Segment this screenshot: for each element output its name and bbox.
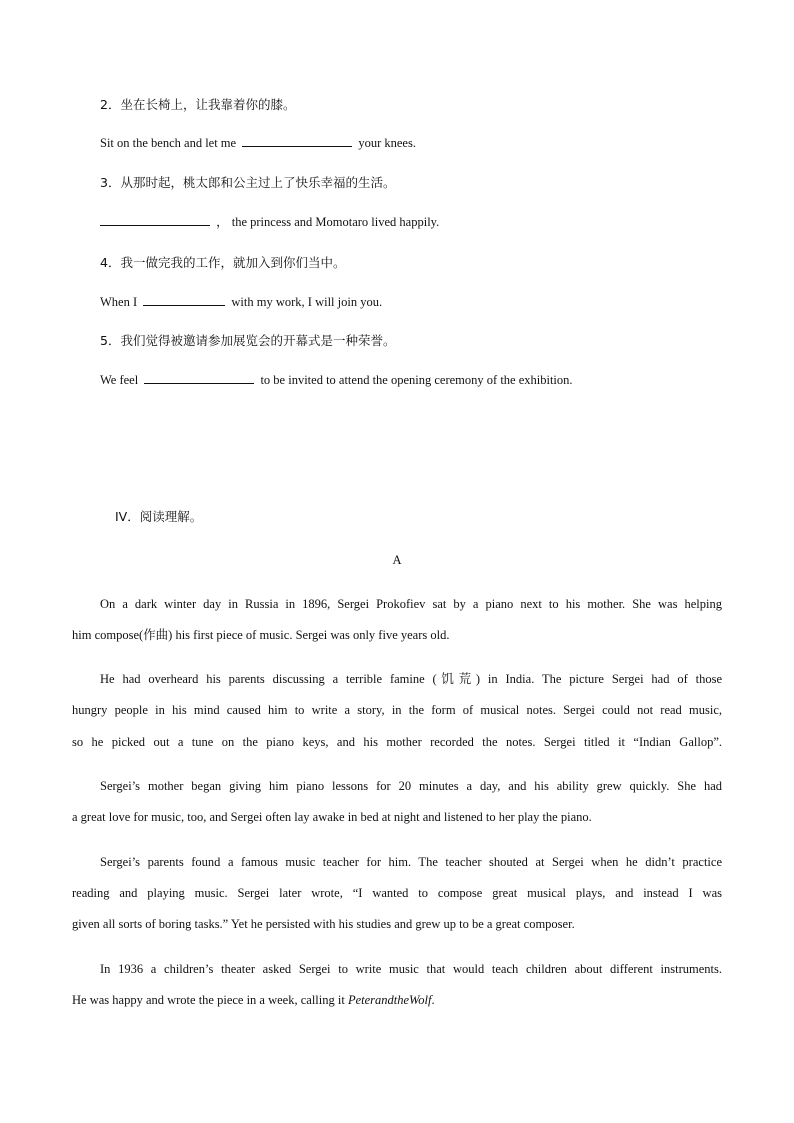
item-2-blank[interactable]: [242, 135, 352, 147]
passage-p5-text: He was happy and wrote the piece in a week, calling it: [72, 993, 345, 1007]
item-4-after: with my work, I will join you.: [231, 295, 383, 309]
item-3-blank[interactable]: [100, 214, 210, 226]
item-2-chinese: 2．坐在长椅上，让我靠着你的膝。: [100, 97, 296, 112]
passage-p2-line-2: hungry people in his mind caused him to write a story, in the form of musical notes. Sergei could not read music,: [72, 703, 722, 717]
passage-p3-line-1: Sergei’s mother began giving him piano lessons for 20 minutes a day, and his ability grew quickly. She had: [100, 779, 722, 793]
passage-p1-line-1: On a dark winter day in Russia in 1896, Sergei Prokofiev sat by a piano next to his mother. She was helping: [100, 597, 722, 611]
item-3-english: [100, 214, 439, 230]
item-5-chinese: 5．我们觉得被邀请参加展览会的开幕式是一种荣誉。: [100, 333, 396, 348]
passage-p5-line-1: In 1936 a children’s theater asked Sergei to write music that would teach children about different instruments.: [100, 962, 722, 976]
item-2-english: [100, 135, 416, 151]
item-2-after: your knees.: [358, 136, 416, 150]
item-2-before: Sit on the bench and let me: [100, 136, 237, 150]
item-4-blank[interactable]: [143, 294, 225, 306]
item-3-chinese: 3．从那时起，桃太郎和公主过上了快乐幸福的生活。: [100, 175, 396, 190]
item-3-after: ， the princess and Momotaro lived happily.: [216, 215, 440, 229]
passage-p4-line-2: reading and playing music. Sergei later wrote, “I wanted to compose great musical plays, and instead I was: [72, 886, 722, 900]
item-4-before: When I: [100, 295, 138, 309]
passage-p2-line-1: He had overheard his parents discussing a terrible famine (饥荒) in India. The picture Sergei had of those: [100, 672, 722, 686]
item-5-blank[interactable]: [144, 372, 254, 384]
passage-p2-line-3: so he picked out a tune on the piano keys, and his mother recorded the notes. Sergei titled it “Indian Gallop”.: [72, 735, 722, 749]
item-5-english: [100, 372, 573, 388]
passage-p4-line-3: given all sorts of boring tasks.” Yet he persisted with his studies and grew up to be a great composer.: [72, 917, 575, 931]
passage-p5-line-2: [72, 992, 435, 1008]
passage-p5-title: PeterandtheWolf: [347, 993, 432, 1007]
passage-p4-line-1: Sergei’s parents found a famous music teacher for him. The teacher shouted at Sergei when he didn’t practice: [100, 855, 722, 869]
section-heading: IV．阅读理解。: [115, 509, 203, 524]
passage-label: A: [392, 553, 402, 567]
passage-p1-line-2: him compose(作曲) his first piece of music. Sergei was only five years old.: [72, 628, 450, 642]
item-4-chinese: 4．我一做完我的工作，就加入到你们当中。: [100, 255, 346, 270]
item-4-english: [100, 294, 382, 310]
item-5-before: We feel: [100, 373, 139, 387]
item-5-after: to be invited to attend the opening ceremony of the exhibition.: [260, 373, 573, 387]
passage-p5-end: .: [431, 993, 435, 1007]
passage-p3-line-2: a great love for music, too, and Sergei often lay awake in bed at night and listened to her play the piano.: [72, 810, 592, 824]
